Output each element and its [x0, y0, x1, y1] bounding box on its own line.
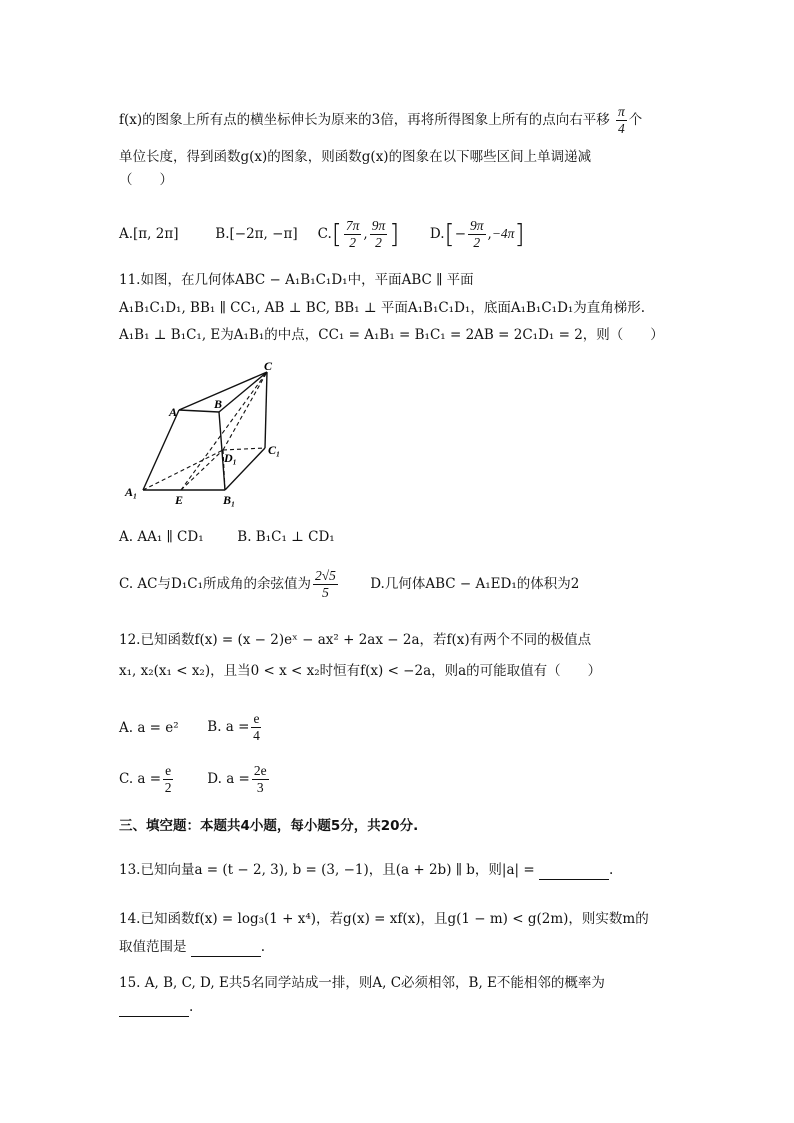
q12-option-b: B. a = $\frac{e}{4}$ [207, 711, 260, 743]
q11-geometry-figure [119, 358, 289, 508]
q11-line2: A₁B₁C₁D₁, BB₁ ∥ CC₁, AB ⊥ BC, BB₁ ⊥ 平面A₁B₁C₁D₁，底面A₁B₁C₁D₁为直角梯形. [119, 300, 646, 316]
figure-label-b: B [214, 397, 223, 411]
q15-line1: 15. A, B, C, D, E共5名同学站成一排，则A, C必须相邻，B, E不能相邻的概率为 [119, 975, 605, 991]
q12-options-ab [119, 711, 263, 744]
q14-answer-blank[interactable] [191, 942, 261, 957]
figure-label-b1: B₁ [223, 493, 236, 507]
figure-label-e: E [175, 493, 184, 507]
q13-answer-blank[interactable] [539, 865, 609, 880]
section-3-heading: 三、填空题：本题共4小题，每小题5分，共20分. [119, 818, 419, 834]
q11-line1: 11.如图，在几何体ABC − A₁B₁C₁D₁中，平面ABC ∥ 平面 [119, 272, 474, 288]
q10-line2: 单位长度，得到函数g(x)的图象，则函数g(x)的图象在以下哪些区间上单调递减 [119, 149, 592, 165]
q11-option-d: D.几何体ABC − A₁ED₁的体积为2 [370, 576, 580, 592]
figure-label-d1: D₁ [224, 451, 237, 465]
q11-line3: A₁B₁ ⊥ B₁C₁, E为A₁B₁的中点，CC₁ = A₁B₁ = B₁C₁ = 2AB = 2C₁D₁ = 2，则（ ） [119, 327, 664, 343]
q12-option-c: C. a = $\frac{e}{2}$ [119, 763, 172, 795]
q10-line1: f(x)的图象上所有点的横坐标伸长为原来的3倍，再将所得图象上所有的点向右平移 $\frac{\pi}{4}$ 个 [119, 104, 643, 136]
q10-option-a: A.[π, 2π] [119, 226, 179, 242]
q12-line1: 12.已知函数f(x) = (x − 2)eˣ − ax² + 2ax − 2a，若f(x)有两个不同的极值点 [119, 632, 592, 648]
q14-line1: 14.已知函数f(x) = log₃(1 + x⁴)，若g(x) = xf(x)，且g(1 − m) < g(2m)，则实数m的 [119, 911, 649, 927]
q11-options-ab [119, 527, 479, 547]
q15-answer-blank[interactable] [119, 1002, 189, 1017]
q12-options-cd [119, 763, 271, 796]
q10-options [119, 218, 679, 251]
figure-label-c: C [264, 359, 273, 373]
q12-option-a: A. a = e² [119, 719, 179, 736]
q13-text: 13.已知向量a = (t − 2, 3), b = (3, −1)，且(a + 2b) ∥ b，则|a| = . [119, 862, 614, 878]
q11-option-b: B. B₁C₁ ⊥ CD₁ [237, 529, 335, 545]
q11-option-c: C. AC与D₁C₁所成角的余弦值为 $\frac{2√5}{5}$ [119, 568, 336, 600]
figure-label-a1: A₁ [125, 485, 138, 499]
q10-option-c: C.[ $\frac{7\pi}{2}$ , $\frac{9\pi}{2}$ ] [317, 218, 400, 250]
q10-shift-fraction: $\frac{\pi}{4}$ [618, 104, 625, 136]
q10-option-d: D.[− $\frac{9\pi}{2}$ ,−4π] [429, 218, 525, 250]
q12-line2: x₁, x₂(x₁ < x₂)，且当0 < x < x₂时恒有f(x) < −2a，则a的可能取值有（ ） [119, 663, 602, 679]
q15-line2: . [119, 997, 193, 1017]
q10-paren: （ ） [119, 172, 173, 188]
q14-line2: 取值范围是 . [119, 939, 266, 955]
figure-label-a: A [169, 405, 178, 419]
q11-option-a: A. AA₁ ∥ CD₁ [119, 529, 204, 545]
figure-label-c1: C₁ [268, 443, 281, 457]
q11-options-cd [119, 568, 579, 601]
q10-option-b: B.[−2π, −π] [215, 226, 298, 242]
q12-option-d: D. a = $\frac{2e}{3}$ [207, 763, 267, 795]
